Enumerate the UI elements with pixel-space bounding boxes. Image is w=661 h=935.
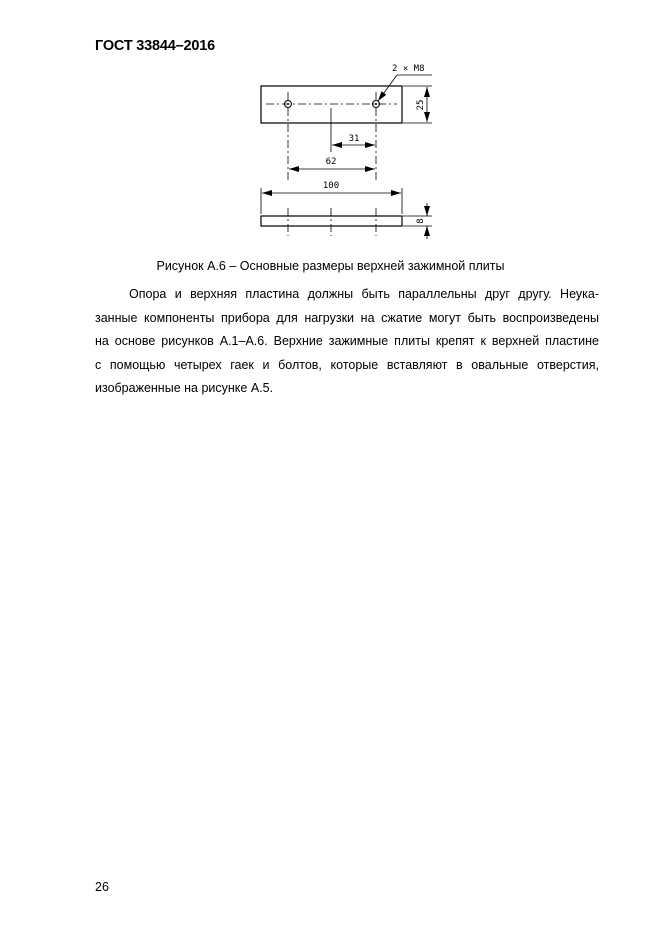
paragraph-line: с помощью четырех гаек и болтов, которые вставляют в овальные отверстия,: [95, 357, 599, 372]
dimension-thickness: [403, 203, 432, 239]
dimension-height: [403, 86, 432, 123]
body-paragraph: [95, 283, 599, 401]
plate-side-view: [261, 208, 402, 236]
technical-drawing: [0, 0, 661, 250]
document-header: ГОСТ 33844–2016: [95, 38, 215, 54]
paragraph-line: Опора и верхняя пластина должны быть параллельны друг другу. Неука-: [129, 287, 599, 301]
dim-label-62: 62: [325, 157, 337, 167]
paragraph-line: занные компоненты прибора для нагрузки на сжатие могут быть воспроизведены: [95, 310, 599, 325]
figure-caption: Рисунок А.6 – Основные размеры верхней зажимной плиты: [156, 259, 505, 273]
paragraph-line: на основе рисунков А.1–А.6. Верхние зажимные плиты крепят к верхней пластине: [95, 334, 599, 348]
dim-label-31: 31: [348, 134, 360, 144]
dim-label-100: 100: [322, 181, 340, 191]
dimension-62: [289, 157, 375, 169]
paragraph-line: изображенные на рисунке А.5.: [95, 381, 274, 395]
thread-callout: [378, 64, 432, 101]
dim-label-8: 8: [416, 218, 426, 224]
dimension-31: [332, 134, 375, 145]
callout-label: 2 × M8: [392, 64, 425, 74]
page-number: 26: [95, 880, 109, 894]
dim-label-25: 25: [416, 99, 426, 111]
dimension-100: [261, 181, 402, 214]
